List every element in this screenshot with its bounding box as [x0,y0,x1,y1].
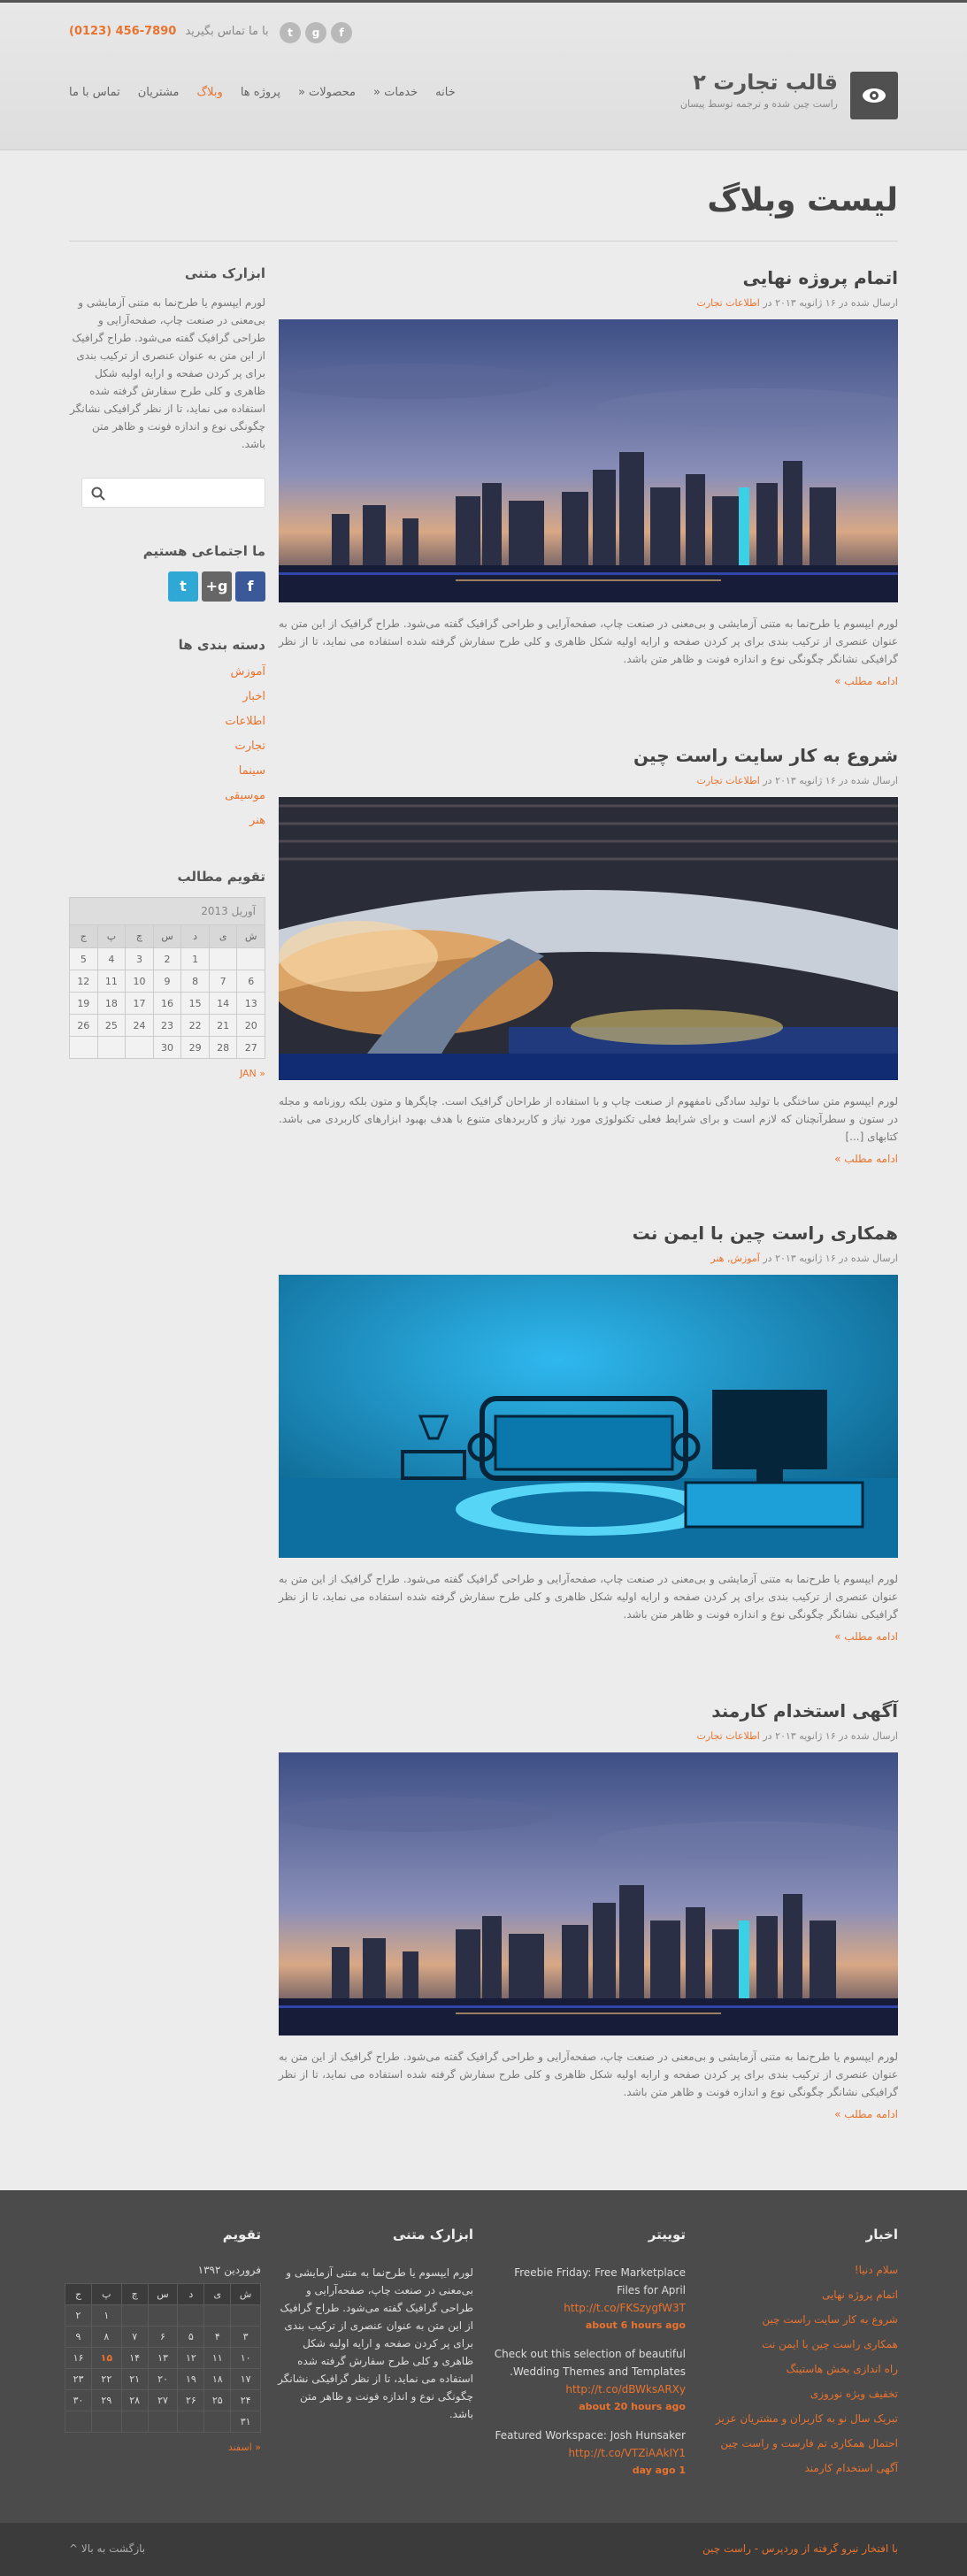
blog-post [279,1223,898,1698]
nav-item-contact[interactable]: تماس با ما [69,86,120,99]
calendar-day: 13 [237,993,265,1015]
text-widget [69,265,265,453]
calendar-day [209,948,237,970]
calendar-day: 26 [70,1015,98,1037]
calendar-day: ۱۰ [231,2348,261,2369]
calendar-week-row [65,2369,261,2390]
phone-number[interactable]: (0123) 456-7890 [69,25,177,38]
calendar-day: ۷ [121,2327,148,2348]
post-title[interactable]: آگهی استخدام کارمند [711,1700,898,1721]
post-category[interactable]: آموزش, هنر [710,1253,760,1264]
footer-calendar [65,2227,261,2453]
header-social-icons [280,22,352,43]
calendar-day: ۲۴ [231,2390,261,2411]
calendar-day: 11 [97,970,126,993]
post-meta [279,1730,898,1742]
calendar-caption: فروردین ۱۳۹۲ [197,2264,261,2276]
tweet-time[interactable]: day ago 1 [632,2465,686,2476]
calendar-day-header: ی [204,2284,231,2305]
facebook-icon[interactable]: f [235,571,265,602]
news-item[interactable]: سلام دنیا! [854,2264,898,2276]
category-list [69,665,265,839]
tweet-link[interactable]: http://t.co/FKSzygfW3T [564,2302,686,2314]
footer-text: لورم ایپسوم یا طرح‌نما به متنی آزمایشی و بی‌معنی در صنعت چاپ، صفحه‌آرایی و طراحی گرافیک گفته می‌شود. طراح گرافیک از این متن به عنوان عنصری از ترکیب بندی برای پر کردن صفحه و ارایه اولیه شکل ظاهری و کلی طرح سفارش گرفته شده استفاده می نماید، تا از نظر گرافیکی نشانگر چگونگی نوع و اندازه فونت و ظاهر متن باشد. [278,2266,473,2420]
calendar-day [121,2411,148,2433]
post-image-city-skyline[interactable] [279,1752,898,2036]
footer-twitter [489,2227,686,2490]
calendar-prev-link[interactable]: « JAN [239,1068,265,1079]
main-nav [69,86,456,99]
calendar-day: 17 [126,993,154,1015]
calendar-day: ۱۲ [178,2348,204,2369]
bottom-bar [0,2523,967,2576]
widget-title: تقویم مطالب [177,869,265,885]
calendar-day: ۱۳ [148,2348,178,2369]
calendar-day: ۲۶ [178,2390,204,2411]
twitter-icon[interactable]: t [168,571,198,602]
calendar-prev-link[interactable]: « اسفند [227,2442,261,2453]
tweet-list [489,2264,686,2480]
calendar-day: ۱۹ [178,2369,204,2390]
calendar-day: 5 [70,948,98,970]
calendar-day-header: ج [70,925,98,948]
calendar-day: 10 [126,970,154,993]
post-image-city-skyline[interactable] [279,319,898,602]
calendar-day: 14 [209,993,237,1015]
calendar-day [126,1037,154,1059]
read-more-link[interactable]: ادامه مطلب » [834,2108,898,2120]
tweet-link[interactable]: http://t.co/dBWksARXy [565,2383,686,2396]
social-links [69,571,265,602]
calendar-day: ۲۷ [148,2390,178,2411]
top-bar [69,22,898,43]
read-more-link[interactable]: ادامه مطلب » [834,675,898,687]
calendar-day [204,2411,231,2433]
calendar-day: ۱۴ [121,2348,148,2369]
calendar-day: 29 [181,1037,210,1059]
calendar-day: ۳ [231,2327,261,2348]
calendar-day: 20 [237,1015,265,1037]
calendar-day-header: چ [121,2284,148,2305]
calendar-week-row [70,993,265,1015]
news-item[interactable]: اتمام پروژه نهایی [821,2288,898,2301]
calendar-day: ۲۲ [91,2369,121,2390]
calendar-day: ۲۱ [121,2369,148,2390]
site-header [0,0,967,150]
post-category[interactable]: اطلاعات تجارت [696,775,760,786]
calendar-day [148,2411,178,2433]
calendar-day: 27 [237,1037,265,1059]
calendar-day: ۲۳ [65,2369,92,2390]
news-item[interactable]: همکاری راست چین با ایمن نت [762,2338,898,2350]
calendar-day-header: س [148,2284,178,2305]
widget-text: لورم ایپسوم یا طرح‌نما به متنی آزمایشی و بی‌معنی در صنعت چاپ، صفحه‌آرایی و طراحی گرافیک گفته می‌شود. طراح گرافیک از این متن به عنوان عنصری از ترکیب بندی برای پر کردن صفحه و ارایه اولیه شکل ظاهری و کلی طرح سفارش گرفته شده استفاده می نماید، تا از نظر گرافیکی نشانگر چگونگی نوع و اندازه فونت و ظاهر متن باشد. [70,296,265,450]
post-excerpt: لورم ایپسوم متن ساختگی با تولید سادگی نامفهوم از صنعت چاپ و با استفاده از طراحان گرافیک است. چاپگرها و متون بلکه روزنامه و مجله در ستون و سطرآنچنان که لازم است و برای شرایط فعلی تکنولوژی مورد نیاز و کاربردهای متنوع با هدف بهبود ابزارهای کاربردی می باشد. کتابهای [...] [279,1095,898,1143]
tweet [489,2264,686,2334]
back-to-top-link[interactable]: بازگشت به بالا ^ [69,2542,146,2555]
post-list [279,265,898,2176]
read-more-link[interactable]: ادامه مطلب » [834,1153,898,1165]
calendar-day: ۲۰ [148,2369,178,2390]
post-title[interactable]: اتمام پروژه نهایی [742,267,898,288]
calendar-day [91,2411,121,2433]
calendar-day [178,2305,204,2327]
title-divider [69,241,898,242]
calendar-day: 7 [209,970,237,993]
post-excerpt: لورم ایپسوم یا طرح‌نما به متنی آزمایشی و بی‌معنی در صنعت چاپ، صفحه‌آرایی و طراحی گرافیک گفته می‌شود. طراح گرافیک از این متن به عنوان عنصری از ترکیب بندی برای پر کردن صفحه و ارایه اولیه شکل ظاهری و کلی طرح سفارش گرفته شده استفاده می نماید، تا از نظر گرافیکی نشانگر چگونگی نوع و اندازه فونت و ظاهر متن باشد. [279,617,898,665]
calendar-day: ۲۸ [121,2390,148,2411]
page-title: لیست وبلاگ [707,182,898,218]
calendar-day: 28 [209,1037,237,1059]
post-meta [279,1253,898,1264]
category-item[interactable]: اطلاعات [225,715,265,728]
calendar-day: 12 [70,970,98,993]
post-image-blue-room[interactable] [279,1275,898,1558]
site-tagline: راست چین شده و ترجمه توسط پیسان [679,98,838,110]
calendar-day: ۴ [204,2327,231,2348]
calendar-day-header: ج [65,2284,92,2305]
calendar-day-header: ش [231,2284,261,2305]
phone-contact [69,25,269,38]
post-meta [279,775,898,786]
calendar-week-row [70,948,265,970]
calendar-day-header: د [178,2284,204,2305]
social-widget [69,543,265,602]
footer-title: تقویم [222,2227,261,2242]
news-item[interactable]: تخفیف ویژه نوروزی [810,2388,898,2400]
calendar-day-header: چ [126,925,154,948]
post-category[interactable]: اطلاعات تجارت [696,297,760,309]
calendar-day: 1 [181,948,210,970]
calendar-day: 25 [97,1015,126,1037]
calendar-table [69,897,265,1059]
calendar-day [148,2305,178,2327]
news-item[interactable]: احتمال همکاری تم فارست و راست چین [720,2437,898,2450]
widget-title: ما اجتماعی هستیم [142,543,265,559]
sidebar [69,265,265,1079]
category-item[interactable]: اخبار [242,690,265,703]
calendar-day-header: د [181,925,210,948]
read-more-link[interactable]: ادامه مطلب » [834,1630,898,1643]
copyright-text[interactable]: با افتخار نیرو گرفته از وردپرس - راست چین [702,2542,898,2555]
calendar-caption: آوریل 2013 [69,897,265,924]
calendar-day: 23 [153,1015,181,1037]
blog-post [279,745,898,1221]
footer-title: ابزارک متنی [392,2227,473,2242]
footer-title: اخبار [865,2227,898,2242]
calendar-day: ۳۱ [231,2411,261,2433]
calendar-week-row [65,2327,261,2348]
calendar-day: ۲۵ [204,2390,231,2411]
calendar-day: ۲ [65,2305,92,2327]
category-item[interactable]: تجارت [234,740,265,753]
calendar-week-row [65,2348,261,2369]
site-title[interactable]: قالب تجارت ۲ [693,70,838,95]
category-item[interactable]: هنر [249,814,265,827]
calendar-day [237,948,265,970]
calendar-week-row [65,2411,261,2433]
blog-post [279,267,898,743]
calendar-day [121,2305,148,2327]
calendar-day: 6 [237,970,265,993]
nav-item-products[interactable]: محصولات « [297,86,357,99]
post-category[interactable]: اطلاعات تجارت [696,1730,760,1742]
footer-news [702,2227,898,2487]
category-item[interactable]: موسیقی [225,789,265,802]
nav-item-home[interactable]: خانه [435,86,456,99]
post-date: ارسال شده در ۱۶ ژانویه ۲۰۱۳ در [763,297,898,309]
news-item[interactable]: آگهی استخدام کارمند [804,2462,898,2474]
categories-widget [69,637,265,839]
nav-item-services[interactable]: خدمات « [373,86,418,99]
google-plus-icon[interactable]: g+ [202,571,232,602]
calendar-day: ۶ [148,2327,178,2348]
calendar-day: ۹ [65,2327,92,2348]
calendar-day-header: ش [237,925,265,948]
logo-icon[interactable] [850,72,898,119]
google-plus-icon[interactable]: g [305,22,326,43]
twitter-icon[interactable]: t [280,22,301,43]
calendar-day [65,2411,92,2433]
footer-title: توییتر [648,2227,686,2242]
post-date: ارسال شده در ۱۶ ژانویه ۲۰۱۳ در [763,1253,898,1264]
calendar-day: 24 [126,1015,154,1037]
phone-label: با ما تماس بگیرید [185,25,269,38]
post-excerpt: لورم ایپسوم یا طرح‌نما به متنی آزمایشی و بی‌معنی در صنعت چاپ، صفحه‌آرایی و طراحی گرافیک گفته می‌شود. طراح گرافیک از این متن به عنوان عنصری از ترکیب بندی برای پر کردن صفحه و ارایه اولیه شکل ظاهری و کلی طرح سفارش گرفته شده استفاده می نماید، تا از نظر گرافیکی نشانگر چگونگی نوع و اندازه فونت و ظاهر متن باشد. [279,2051,898,2098]
calendar-day: ۲۹ [91,2390,121,2411]
tweet-text: Check out this selection of beautiful Wedding Themes and Templates. [494,2348,686,2378]
calendar-day [231,2305,261,2327]
news-list [702,2264,898,2487]
nav-item-clients[interactable]: مشتریان [137,86,180,99]
calendar-day-header: ی [209,925,237,948]
post-meta [279,297,898,309]
calendar-day [204,2305,231,2327]
calendar-day: 2 [153,948,181,970]
calendar-day: ۱۶ [65,2348,92,2369]
calendar-week-row [70,970,265,993]
search-input[interactable] [107,479,257,507]
calendar-table [65,2264,261,2433]
calendar-day: ۳۰ [65,2390,92,2411]
post-title[interactable]: همکاری راست چین با ایمن نت [632,1223,898,1244]
search-form [81,478,265,508]
calendar-day: ۱۸ [204,2369,231,2390]
footer-text-widget [277,2227,473,2423]
search-icon[interactable] [91,487,105,501]
calendar-day: 30 [153,1037,181,1059]
calendar-day: ۱۷ [231,2369,261,2390]
calendar-day: ۱ [91,2305,121,2327]
calendar-day: 19 [70,993,98,1015]
calendar-day: ۸ [91,2327,121,2348]
nav-item-projects[interactable]: پروژه ها [240,86,280,99]
calendar-day: ۱۵ [91,2348,121,2369]
widget-title: ابزارک متنی [184,265,265,281]
news-item[interactable]: تبریک سال نو به کاربران و مشتریان عزیز [715,2412,898,2425]
post-image-interior-curve[interactable] [279,797,898,1080]
tweet-link[interactable]: http://t.co/VTZiAAkIY1 [568,2447,686,2459]
post-date: ارسال شده در ۱۶ ژانویه ۲۰۱۳ در [763,1730,898,1742]
tweet [489,2426,686,2480]
calendar-day: 21 [209,1015,237,1037]
calendar-week-row [65,2390,261,2411]
calendar-day [70,1037,98,1059]
post-date: ارسال شده در ۱۶ ژانویه ۲۰۱۳ در [763,775,898,786]
calendar-day: 15 [181,993,210,1015]
calendar-day: 22 [181,1015,210,1037]
calendar-day-header: پ [97,925,126,948]
tweet-time[interactable]: about 20 hours ago [579,2401,686,2412]
calendar-day: 18 [97,993,126,1015]
facebook-icon[interactable]: f [331,22,352,43]
category-item[interactable]: آموزش [230,665,265,678]
post-excerpt: لورم ایپسوم یا طرح‌نما به متنی آزمایشی و بی‌معنی در صنعت چاپ، صفحه‌آرایی و طراحی گرافیک گفته می‌شود. طراح گرافیک از این متن به عنوان عنصری از ترکیب بندی برای پر کردن صفحه و ارایه اولیه شکل ظاهری و کلی طرح سفارش گرفته شده استفاده می نماید، تا از نظر گرافیکی نشانگر چگونگی نوع و اندازه فونت و ظاهر متن باشد. [279,1573,898,1621]
blog-post [279,1700,898,2176]
calendar-week-row [70,1015,265,1037]
calendar-day: 4 [97,948,126,970]
calendar-day: 3 [126,948,154,970]
calendar-week-row [65,2305,261,2327]
nav-item-blog[interactable]: وبلاگ [196,86,223,99]
site-footer [0,2190,967,2523]
news-item[interactable]: راه اندازی بخش هاستینگ [786,2363,898,2375]
calendar-day: 9 [153,970,181,993]
calendar-day: ۵ [178,2327,204,2348]
calendar-day: ۱۱ [204,2348,231,2369]
tweet-time[interactable]: about 6 hours ago [585,2319,686,2331]
calendar-week-row [70,1037,265,1059]
calendar-day-header: س [153,925,181,948]
tweet-text: Freebie Friday: Free Marketplace Files for April [514,2266,686,2296]
calendar-day: 16 [153,993,181,1015]
calendar-day: 8 [181,970,210,993]
tweet-text: Featured Workspace: Josh Hunsaker [495,2429,686,2442]
calendar-day-header: پ [91,2284,121,2305]
tweet [489,2345,686,2416]
post-title[interactable]: شروع به کار سایت راست چین [633,745,898,766]
widget-title: دسته بندی ها [178,637,265,653]
news-item[interactable]: شروع به کار سایت راست چین [762,2313,898,2326]
calendar-widget [69,869,265,1079]
calendar-day [97,1037,126,1059]
calendar-day [178,2411,204,2433]
category-item[interactable]: سینما [238,764,265,778]
